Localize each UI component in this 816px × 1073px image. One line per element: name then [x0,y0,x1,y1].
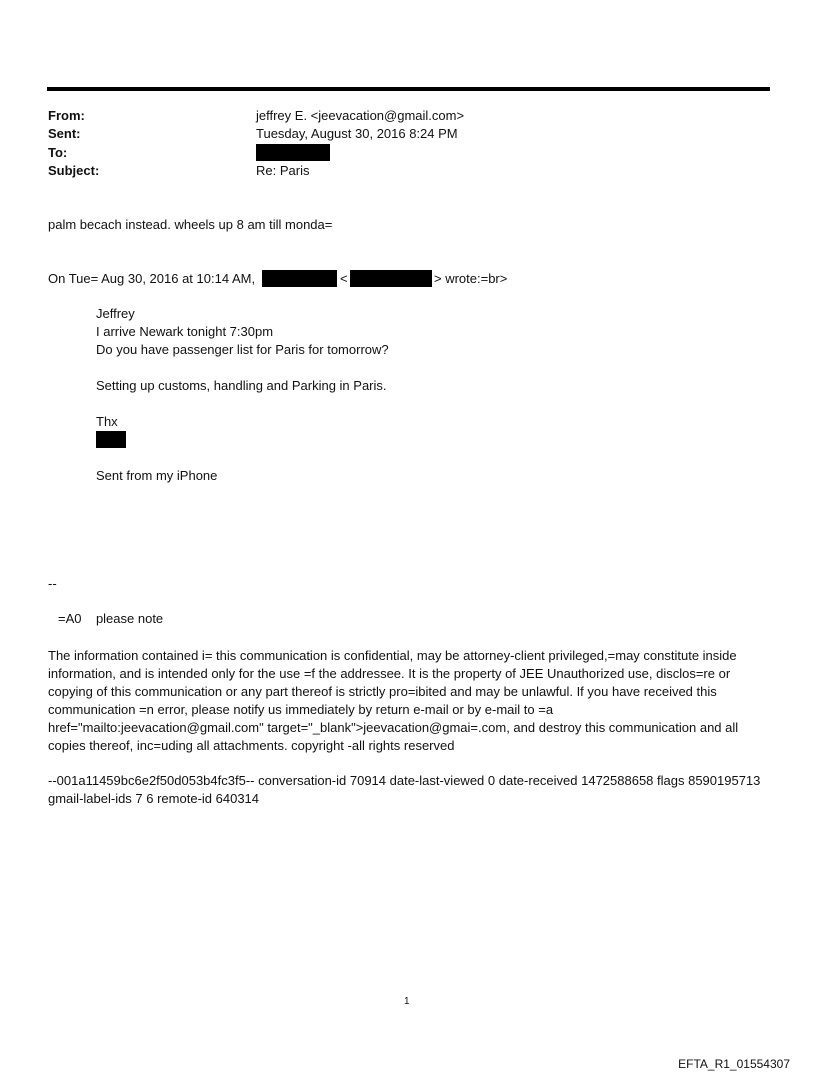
from-value: jeffrey E. <jeevacation@gmail.com> [256,108,465,123]
sent-label: Sent: [48,126,81,141]
quote-attribution-lt: < [340,271,348,286]
quote-attribution-prefix: On Tue= Aug 30, 2016 at 10:14 AM, [48,271,256,286]
separator-dashes: -- [48,576,57,591]
quoted-thanks: Thx [96,414,118,429]
quoted-greeting: Jeffrey [96,306,135,321]
sender-name-redaction [262,270,337,287]
subject-value: Re: Paris [256,163,310,178]
quoted-line-3: Setting up customs, handling and Parking in Paris. [96,378,387,393]
quoted-signature-redaction [96,431,126,448]
reply-line: palm becach instead. wheels up 8 am till monda= [48,217,333,232]
sent-value: Tuesday, August 30, 2016 8:24 PM [256,126,458,141]
page-number: 1 [404,996,410,1007]
subject-label: Subject: [48,163,100,178]
quoted-line-2: Do you have passenger list for Paris for tomorrow? [96,342,389,357]
quoted-signature: Sent from my iPhone [96,468,218,483]
to-redaction [256,144,330,161]
quoted-line-1: I arrive Newark tonight 7:30pm [96,324,274,339]
confidentiality-disclaimer: The information contained i= this communication is confidential, may be attorney-client privileged,=may constitute inside information, and is intended only for the use =f the addressee. It is the property of JEE Unauthorized use, disclos=re or copying of this communication or any part thereof is strictly pro=ibited and may be unlawful. If you have received this communication =n error, please notify us immediately by return e-mail or by e-mail to =a href="mailto:jeevacation@gmail.com" target="_blank">jeevacation@gmai=.com, and destroy this communication and all copies thereof, inc=uding all attachments. copyright -all rights reserved [48,648,739,753]
message-metadata: --001a11459bc6e2f50d053b4fc3f5-- conversation-id 70914 date-last-viewed 0 date-received 1472588658 flags 8590195713 gmail-label-ids 7 6 remote-id 640314 [48,773,761,806]
quote-attribution-suffix: > wrote:=br> [434,271,508,286]
bates-number: EFTA_R1_01554307 [678,1057,790,1071]
sender-email-redaction [350,270,432,287]
please-note: =A0 please note [58,611,164,626]
from-label: From: [48,108,85,123]
header-rule [47,87,770,91]
to-label: To: [48,145,68,160]
